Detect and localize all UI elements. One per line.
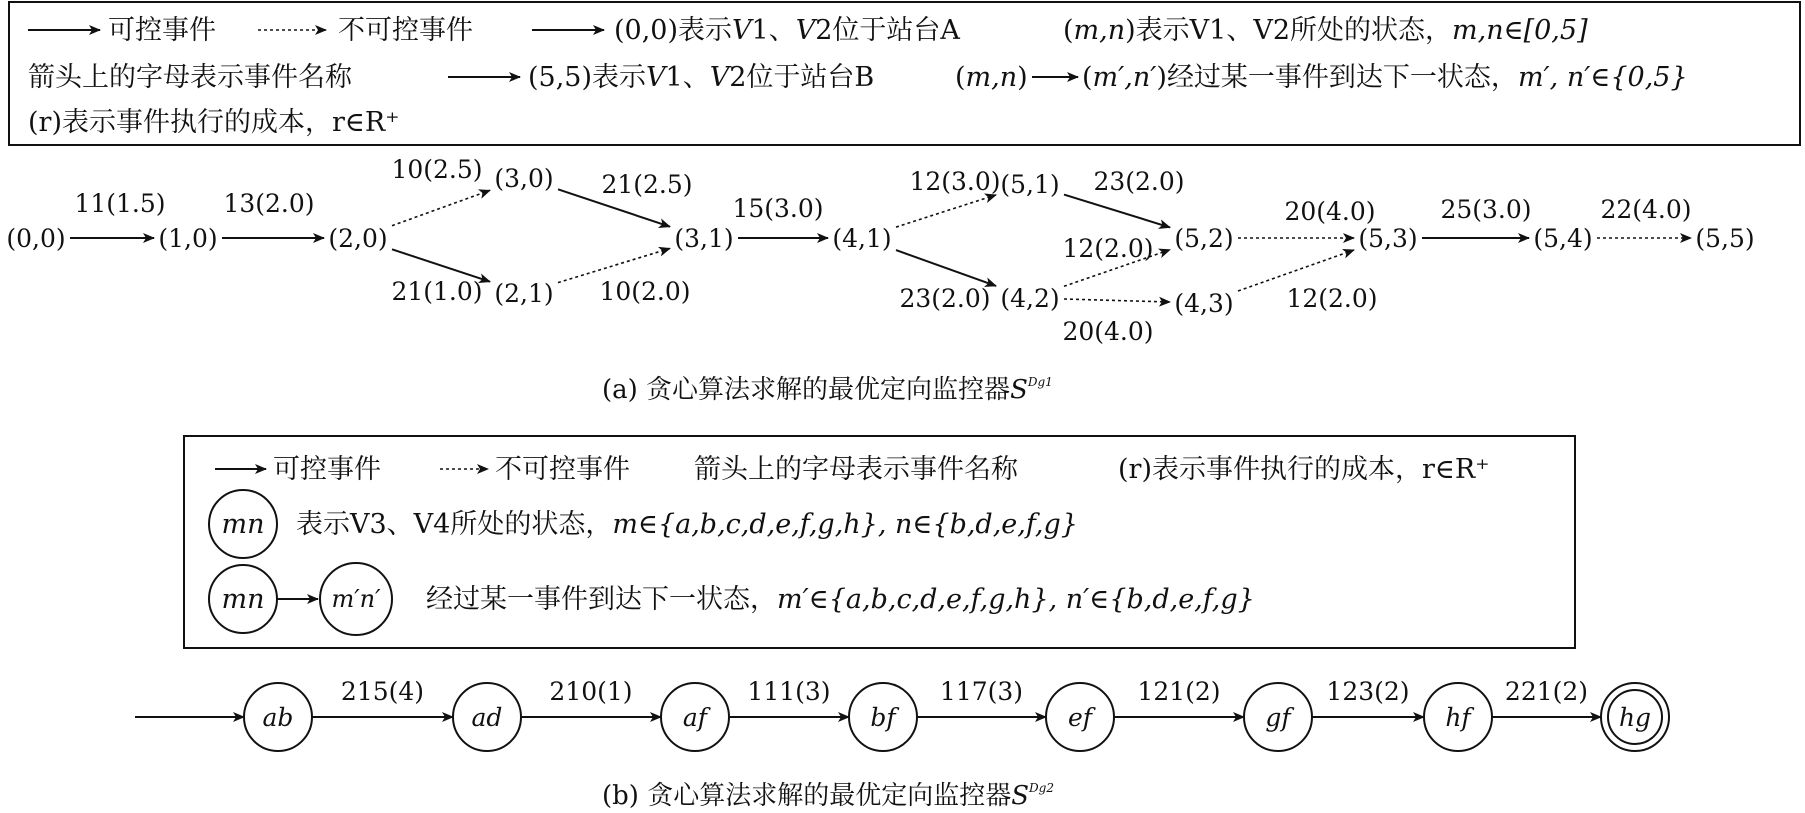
legend-a-controllable-label: 可控事件 bbox=[108, 15, 216, 46]
edge-label-b-210-1: 210(1) bbox=[549, 677, 633, 706]
edge-label-a-20-4-0: 20(4.0) bbox=[1062, 317, 1154, 346]
edge-a-4-2-to-4-3 bbox=[1064, 299, 1170, 302]
state-node-2-1: (2,1) bbox=[494, 279, 554, 308]
legend-a-uncontrollable-label: 不可控事件 bbox=[338, 15, 473, 46]
state-node-label-bf: bf bbox=[870, 703, 896, 732]
legend-b-controllable-label: 可控事件 bbox=[273, 454, 381, 485]
state-node-label-ad: ad bbox=[471, 703, 503, 732]
edge-label-a-20-4-0: 20(4.0) bbox=[1284, 197, 1376, 226]
edge-label-a-11-1-5: 11(1.5) bbox=[74, 189, 166, 218]
legend-b-cost-desc: (r)表示事件执行的成本，r∈R⁺ bbox=[1118, 454, 1490, 485]
state-node-0-0: (0,0) bbox=[6, 224, 66, 253]
state-node-5-2: (5,2) bbox=[1174, 224, 1234, 253]
state-node-1-0: (1,0) bbox=[158, 224, 218, 253]
edge-label-a-12-2-0: 12(2.0) bbox=[1062, 234, 1154, 263]
state-node-4-3: (4,3) bbox=[1174, 289, 1234, 318]
edge-label-a-15-3-0: 15(3.0) bbox=[732, 194, 824, 223]
edge-a-2-0-to-3-0 bbox=[392, 190, 490, 225]
edge-label-a-22-4-0: 22(4.0) bbox=[1600, 195, 1692, 224]
edge-label-a-13-2-0: 13(2.0) bbox=[223, 189, 315, 218]
legend-b-state-node-label: mn bbox=[221, 509, 265, 540]
edge-label-b-117-3: 117(3) bbox=[939, 677, 1024, 706]
edge-label-b-111-3: 111(3) bbox=[747, 677, 831, 706]
edge-label-b-215-4: 215(4) bbox=[340, 677, 425, 706]
caption-b: (b) 贪心算法求解的最优定向监控器$S^{Dg2}$ bbox=[602, 781, 1054, 811]
state-node-4-2: (4,2) bbox=[1000, 284, 1060, 313]
caption-a: (a) 贪心算法求解的最优定向监控器$S^{Dg1}$ bbox=[602, 375, 1053, 405]
edge-a-4-1-to-5-1 bbox=[896, 195, 996, 227]
edge-label-a-25-3-0: 25(3.0) bbox=[1440, 195, 1532, 224]
state-node-5-1: (5,1) bbox=[1000, 170, 1060, 199]
state-node-5-4: (5,4) bbox=[1533, 224, 1593, 253]
edge-label-a-21-2-5: 21(2.5) bbox=[601, 170, 693, 199]
legend-b-state-desc: 表示V3、V4所处的状态，m∈{a,b,c,d,e,f,g,h}, n∈{b,d,e,f,g} bbox=[296, 509, 1078, 540]
state-node-label-hg: hg bbox=[1618, 703, 1652, 732]
legend-a bbox=[9, 2, 1800, 145]
legend-a-state-desc: (m,n)表示V1、V2所处的状态，m,n∈[0,5] bbox=[1063, 15, 1588, 46]
graph-b bbox=[135, 677, 1669, 751]
legend-a-marked-desc: (5,5)表示V1、V2位于站台B bbox=[528, 62, 875, 93]
legend-a-letters-desc: 箭头上的字母表示事件名称 bbox=[28, 62, 352, 93]
legend-a-transition-desc: (m′,n′)经过某一事件到达下一状态，m′, n′∈{0,5} bbox=[1082, 62, 1688, 93]
legend-b-target-node-label: m′n′ bbox=[331, 585, 381, 613]
legend-b-uncontrollable-label: 不可控事件 bbox=[495, 454, 630, 485]
edge-a-4-1-to-4-2 bbox=[896, 250, 996, 286]
edge-label-a-10-2-5: 10(2.5) bbox=[391, 155, 483, 184]
legend-b-letters-desc: 箭头上的字母表示事件名称 bbox=[694, 454, 1018, 485]
edge-label-b-123-2: 123(2) bbox=[1326, 677, 1410, 706]
edge-label-a-23-2-0: 23(2.0) bbox=[899, 284, 991, 313]
legend-a-source-state: (m,n) bbox=[955, 62, 1028, 93]
edge-label-a-12-2-0: 12(2.0) bbox=[1286, 284, 1378, 313]
legend-b bbox=[184, 436, 1575, 648]
state-node-label-ab: ab bbox=[262, 703, 294, 732]
state-node-4-1: (4,1) bbox=[832, 224, 892, 253]
state-node-3-0: (3,0) bbox=[494, 164, 554, 193]
edge-label-b-121-2: 121(2) bbox=[1137, 677, 1221, 706]
state-node-3-1: (3,1) bbox=[674, 224, 734, 253]
edge-label-a-21-1-0: 21(1.0) bbox=[391, 277, 483, 306]
state-node-5-5: (5,5) bbox=[1695, 224, 1755, 253]
state-node-label-af: af bbox=[682, 703, 708, 732]
state-node-label-ef: ef bbox=[1067, 703, 1093, 732]
edge-label-b-221-2: 221(2) bbox=[1504, 677, 1589, 706]
graph-a bbox=[6, 155, 1754, 346]
edge-label-a-10-2-0: 10(2.0) bbox=[599, 277, 691, 306]
state-node-5-3: (5,3) bbox=[1358, 224, 1418, 253]
edge-label-a-12-3-0: 12(3.0) bbox=[909, 167, 1001, 196]
legend-a-initial-desc: (0,0)表示V1、V2位于站台A bbox=[614, 15, 960, 46]
legend-a-cost-desc: (r)表示事件执行的成本，r∈R⁺ bbox=[28, 107, 400, 138]
edge-a-5-1-to-5-2 bbox=[1064, 195, 1170, 228]
legend-b-transition-desc: 经过某一事件到达下一状态，m′∈{a,b,c,d,e,f,g,h}, n′∈{b,d,e,f,g} bbox=[426, 584, 1255, 615]
legend-b-source-node-label: mn bbox=[221, 584, 265, 615]
state-node-2-0: (2,0) bbox=[328, 224, 388, 253]
state-node-label-gf: gf bbox=[1265, 703, 1291, 732]
state-node-label-hf: hf bbox=[1445, 703, 1471, 732]
edge-label-a-23-2-0: 23(2.0) bbox=[1093, 167, 1185, 196]
